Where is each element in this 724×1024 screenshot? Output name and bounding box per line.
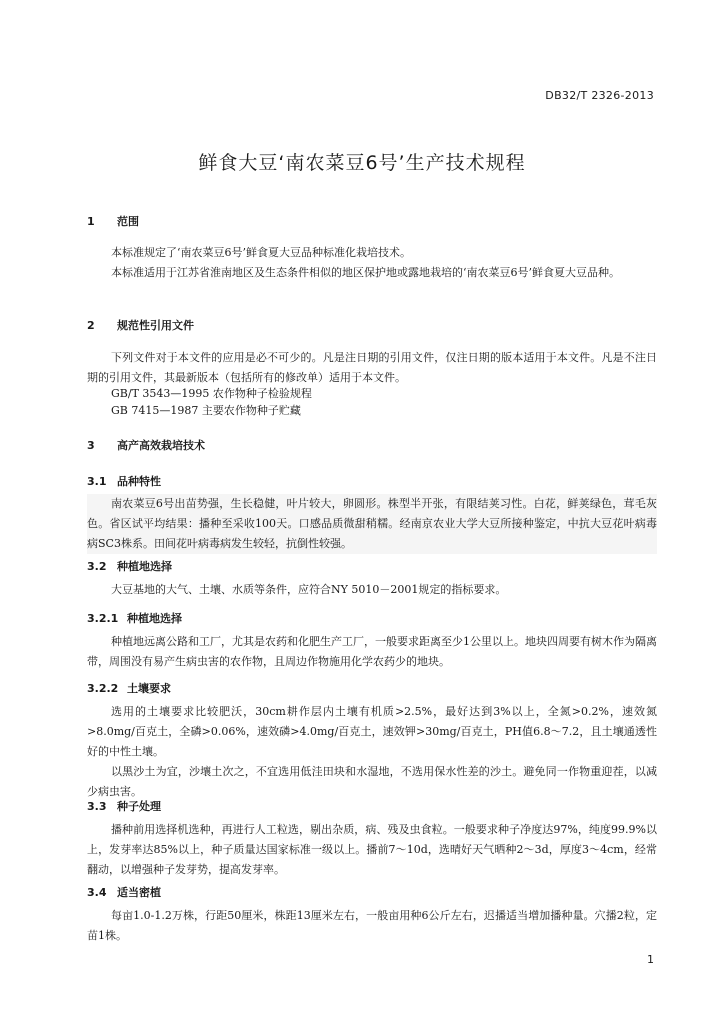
section-title: 适当密植 [117, 886, 161, 899]
document-title: 鲜食大豆‘南农菜豆6号’生产技术规程 [198, 152, 526, 174]
section-number: 3.2.2 [87, 682, 119, 695]
section-number: 3.1 [87, 475, 107, 488]
section-3-4-paragraph: 每亩1.0-1.2万株，行距50厘米，株距13厘米左右，一般亩用种6公斤左右，迟播适当增加播种量。穴播2粒，定苗1株。 [87, 909, 657, 942]
section-title: 土壤要求 [127, 682, 171, 695]
section-3-1-heading [87, 473, 161, 489]
section-3-2-heading [87, 558, 172, 574]
section-number: 3 [87, 439, 95, 452]
reference-item: GB 7415—1987 主要农作物种子贮藏 [111, 404, 301, 417]
section-title: 范围 [117, 215, 139, 228]
section-3-4-heading [87, 884, 161, 900]
section-2-heading [87, 317, 194, 333]
section-title: 种子处理 [117, 800, 161, 813]
section-number: 3.4 [87, 886, 107, 899]
section-3-2-2-paragraph-2: 以黑沙土为宜，沙壤土次之，不宜选用低洼田块和水湿地，不选用保水性差的沙土。避免同一作物重迎茬，以减少病虫害。 [87, 765, 657, 798]
section-title: 高产高效栽培技术 [117, 439, 205, 452]
section-1-paragraph-1: 本标准规定了‘南农菜豆6号’鲜食夏大豆品种标准化栽培技术。 [111, 246, 411, 259]
section-3-2-2-paragraph-1: 选用的土壤要求比较肥沃，30cm耕作层内土壤有机质>2.5%，最好达到3%以上，全氮>0.2%，速效氮>8.0mg/百克土，全磷>0.06%，速效磷>4.0mg/百克土，速效钾>30mg/百克土，PH值6.8～7.2，且土壤通透性好的中性土壤。 [87, 705, 657, 758]
section-number: 3.2.1 [87, 612, 119, 625]
section-title: 品种特性 [117, 475, 161, 488]
section-3-2-1-paragraph: 种植地远离公路和工厂，尤其是农药和化肥生产工厂，一般要求距离至少1公里以上。地块四周要有树木作为隔离带，周围没有易产生病虫害的农作物，且周边作物施用化学农药少的地块。 [87, 635, 657, 668]
page-number: 1 [647, 953, 654, 966]
section-number: 2 [87, 319, 95, 332]
section-2-paragraph-1: 下列文件对于本文件的应用是必不可少的。凡是注日期的引用文件，仅注日期的版本适用于本文件。凡是不注日期的引用文件，其最新版本（包括所有的修改单）适用于本文件。 [87, 351, 657, 384]
section-3-1-paragraph: 南农菜豆6号出苗势强，生长稳健，叶片较大，卵圆形。株型半开张，有限结荚习性。白花，鲜荚绿色，茸毛灰色。省区试平均结果：播种至采收100天。口感品质微甜稍糯。经南京农业大学大豆所接种鉴定，中抗大豆花叶病毒病SC3株系。田间花叶病毒病发生较轻，抗倒性较强。 [87, 494, 657, 554]
section-3-2-2-heading [87, 680, 171, 696]
section-number: 3.3 [87, 800, 107, 813]
section-title: 种植地选择 [117, 560, 172, 573]
standard-code: DB32/T 2326-2013 [545, 89, 654, 102]
section-3-2-1-heading [87, 610, 182, 626]
section-1-paragraph-2: 本标准适用于江苏省淮南地区及生态条件相似的地区保护地或露地栽培的‘南农菜豆6号’鲜食夏大豆品种。 [111, 266, 620, 279]
section-number: 3.2 [87, 560, 107, 573]
section-title: 规范性引用文件 [117, 319, 194, 332]
reference-item: GB/T 3543—1995 农作物种子检验规程 [111, 387, 312, 400]
section-3-heading [87, 437, 205, 453]
section-1-heading [87, 213, 139, 229]
section-3-3-paragraph: 播种前用选择机选种，再进行人工粒选，剔出杂质，病、残及虫食粒。一般要求种子净度达97%，纯度99.9%以上，发芽率达85%以上，种子质量达国家标准一级以上。播前7～10d，选晴好天气晒种2～3d，厚度3～4cm，经常翻动，以增强种子发芽势，提高发芽率。 [87, 823, 657, 876]
section-title: 种植地选择 [127, 612, 182, 625]
section-3-3-heading [87, 798, 161, 814]
section-3-2-paragraph: 大豆基地的大气、土壤、水质等条件，应符合NY 5010－2001规定的指标要求。 [111, 583, 507, 596]
section-number: 1 [87, 215, 95, 228]
